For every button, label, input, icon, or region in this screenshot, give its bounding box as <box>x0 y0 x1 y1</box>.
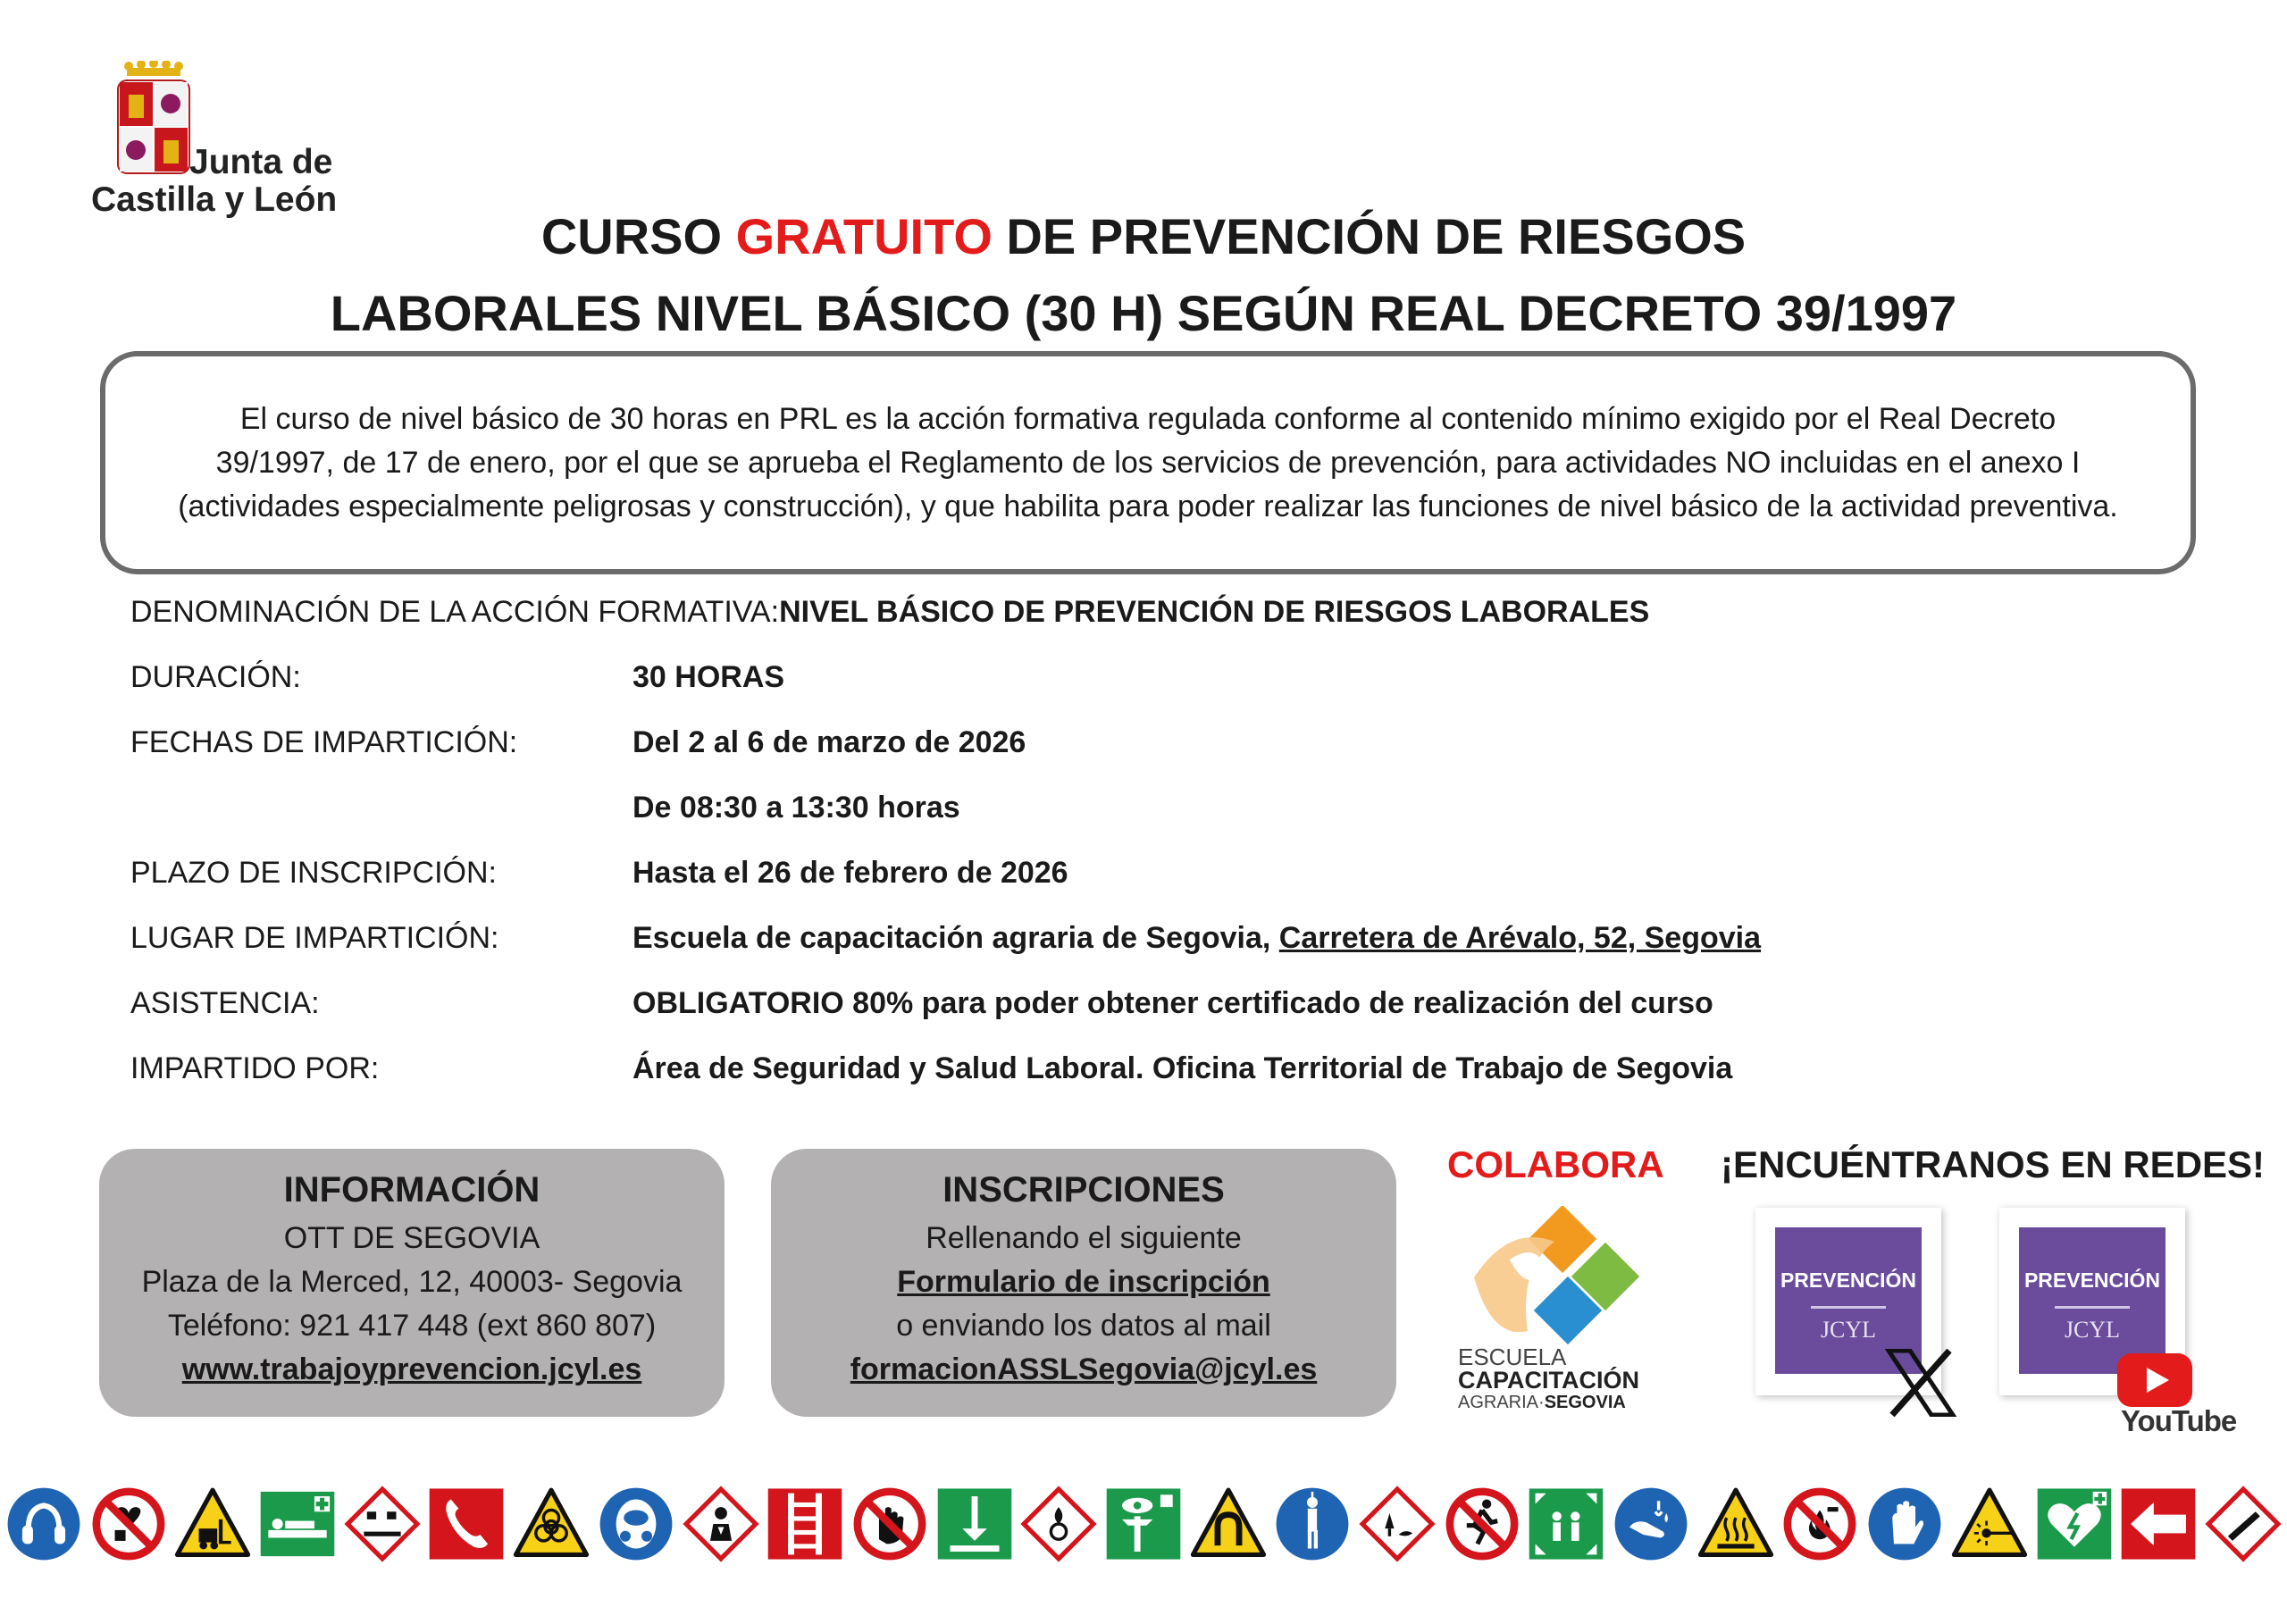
inscripciones-line1: Rellenando el siguiente <box>926 1221 1242 1255</box>
jcyl-x-card-line2: JCYL <box>1820 1317 1877 1343</box>
impartido-label: IMPARTIDO POR: <box>130 1051 380 1085</box>
divider <box>2055 1306 2130 1309</box>
intro-text: El curso de nivel básico de 30 horas en PRL es la acción formativa regulada conforme al contenido mínimo exigido por el Real Decreto 39/1997, de 17 de enero, por el que se aprueba el Reglamento de los servicios de prevención, para actividades NO incluidas en el anexo I (actividades especialmente peligrosas y construcción), y que habilita para poder realizar las funciones de nivel básico de la actividad preventiva. <box>178 401 2118 523</box>
row-denominacion <box>130 595 1649 630</box>
denominacion-value: NIVEL BÁSICO DE PREVENCIÓN DE RIESGOS LABORALES <box>779 595 1650 629</box>
row-asistencia <box>130 986 1713 1021</box>
inscripciones-line2: o enviando los datos al mail <box>896 1309 1271 1343</box>
row-plazo <box>130 856 1068 891</box>
no-extinguish-water-icon <box>1781 1486 1858 1562</box>
informacion-website-link[interactable]: www.trabajoyprevencion.jcyl.es <box>181 1352 642 1386</box>
title-line1 <box>0 198 2287 275</box>
title-part1: CURSO <box>540 208 736 264</box>
environment-hazard-icon <box>1359 1486 1436 1562</box>
impartido-value: Área de Seguridad y Salud Laboral. Oficina Territorial de Trabajo de Segovia <box>632 1051 1733 1085</box>
fechas-label: FECHAS DE IMPARTICIÓN: <box>130 725 518 759</box>
asistencia-label: ASISTENCIA: <box>130 986 320 1020</box>
hot-surface-icon <box>1697 1486 1774 1562</box>
inscripciones-email-link[interactable]: formacionASSLSegovia@jcyl.es <box>850 1352 1318 1386</box>
assembly-arrow-icon <box>936 1486 1013 1562</box>
horario-value: De 08:30 a 13:30 horas <box>632 791 960 825</box>
jcyl-youtube-card-line2: JCYL <box>2064 1317 2121 1343</box>
duracion-value: 30 HORAS <box>632 660 785 694</box>
wash-hands-icon <box>1613 1486 1689 1562</box>
escuela-logo-l1: ESCUELA <box>1458 1344 1567 1370</box>
informacion-heading: INFORMACIÓN <box>283 1170 540 1210</box>
no-running-icon <box>1444 1486 1520 1562</box>
duracion-label: DURACIÓN: <box>130 660 301 694</box>
plazo-label: PLAZO DE INSCRIPCIÓN: <box>130 856 497 890</box>
lugar-value-wrap <box>632 921 1761 956</box>
jcyl-youtube-card-line1: PREVENCIÓN <box>2023 1268 2161 1292</box>
emergency-phone-icon <box>428 1486 505 1562</box>
inscripciones-form-link[interactable]: Formulario de inscripción <box>897 1265 1270 1299</box>
youtube-play-icon[interactable] <box>2117 1353 2192 1407</box>
escuela-logo-l3a: AGRARIA· <box>1458 1393 1545 1411</box>
inscripciones-heading: INSCRIPCIONES <box>942 1170 1225 1210</box>
harness-icon <box>1274 1486 1351 1562</box>
row-fechas <box>130 725 1026 760</box>
lugar-label: LUGAR DE IMPARTICIÓN: <box>130 921 499 955</box>
assembly-point-icon <box>1528 1486 1604 1562</box>
oxidizer-icon <box>1020 1486 1097 1562</box>
laser-warning-icon <box>1951 1486 2028 1562</box>
wear-gloves-icon <box>1866 1486 1943 1562</box>
title-line2: LABORALES NIVEL BÁSICO (30 H) SEGÚN REAL DECRETO 39/1997 <box>330 285 1957 341</box>
title-part2: DE PREVENCIÓN DE RIESGOS <box>992 208 1747 264</box>
row-duracion <box>130 660 785 695</box>
health-hazard-icon <box>683 1486 759 1562</box>
escuela-capacitacion-logo <box>1456 1206 1662 1411</box>
page-title <box>0 198 2287 352</box>
informacion-phone: Teléfono: 921 417 448 (ext 860 807) <box>167 1309 657 1343</box>
biohazard-icon <box>513 1486 590 1562</box>
plazo-value: Hasta el 26 de febrero de 2026 <box>632 856 1068 890</box>
flammable-icon <box>2205 1486 2282 1562</box>
escuela-emblem-icon <box>1456 1206 1662 1411</box>
asistencia-value: OBLIGATORIO 80% para poder obtener certificado de realización del curso <box>632 986 1713 1020</box>
jcyl-youtube-square <box>2019 1227 2166 1374</box>
corrosive-icon <box>344 1486 421 1562</box>
divider <box>1811 1306 1886 1309</box>
coat-of-arms-icon <box>116 61 191 177</box>
escuela-logo-l2: CAPACITACIÓN <box>1458 1367 1639 1394</box>
fire-ladder-icon <box>767 1486 843 1562</box>
respirator-icon <box>598 1486 674 1562</box>
redes-heading: ¡ENCUÉNTRANOS EN REDES! <box>1721 1143 2266 1185</box>
intro-box <box>100 351 2196 574</box>
jcyl-x-card-line1: PREVENCIÓN <box>1780 1268 1917 1292</box>
ear-protection-icon <box>5 1486 82 1562</box>
denominacion-label: DENOMINACIÓN DE LA ACCIÓN FORMATIVA: <box>130 595 780 629</box>
logo-text-line1: Junta de <box>189 143 333 181</box>
inscripciones-box <box>771 1149 1396 1417</box>
logo-text-line2: Castilla y León <box>91 180 338 219</box>
forklift-warning-icon <box>174 1486 251 1562</box>
colabora-heading: COLABORA <box>1447 1143 1664 1185</box>
lugar-value: Escuela de capacitación agraria de Segovia, <box>632 921 1279 955</box>
lugar-map-link[interactable]: Carretera de Arévalo, 52, Segovia <box>1278 921 1762 955</box>
x-logo-icon[interactable] <box>1885 1349 1956 1417</box>
exit-arrow-icon <box>2120 1486 2197 1562</box>
informacion-address: Plaza de la Merced, 12, 40003- Segovia <box>141 1265 683 1299</box>
informacion-box <box>99 1149 725 1417</box>
safety-icons-strip <box>5 1483 2282 1565</box>
fechas-value: Del 2 al 6 de marzo de 2026 <box>632 725 1026 759</box>
row-lugar <box>130 921 1762 956</box>
row-impartido <box>130 1051 1733 1086</box>
title-highlight: GRATUITO <box>735 208 993 264</box>
youtube-label: YouTube <box>2121 1404 2237 1437</box>
first-aid-stretcher-icon <box>259 1486 336 1562</box>
no-pacemaker-icon <box>90 1486 167 1562</box>
escuela-logo-l3b: SEGOVIA <box>1544 1393 1626 1411</box>
no-touching-icon <box>851 1486 928 1562</box>
eyewash-icon <box>1105 1486 1182 1562</box>
magnetic-field-icon <box>1190 1486 1267 1562</box>
defibrillator-icon <box>2036 1486 2113 1562</box>
svg-text:AGRARIA·SEGOVIA <box>1458 1393 1626 1411</box>
informacion-line1: OTT DE SEGOVIA <box>283 1221 540 1255</box>
